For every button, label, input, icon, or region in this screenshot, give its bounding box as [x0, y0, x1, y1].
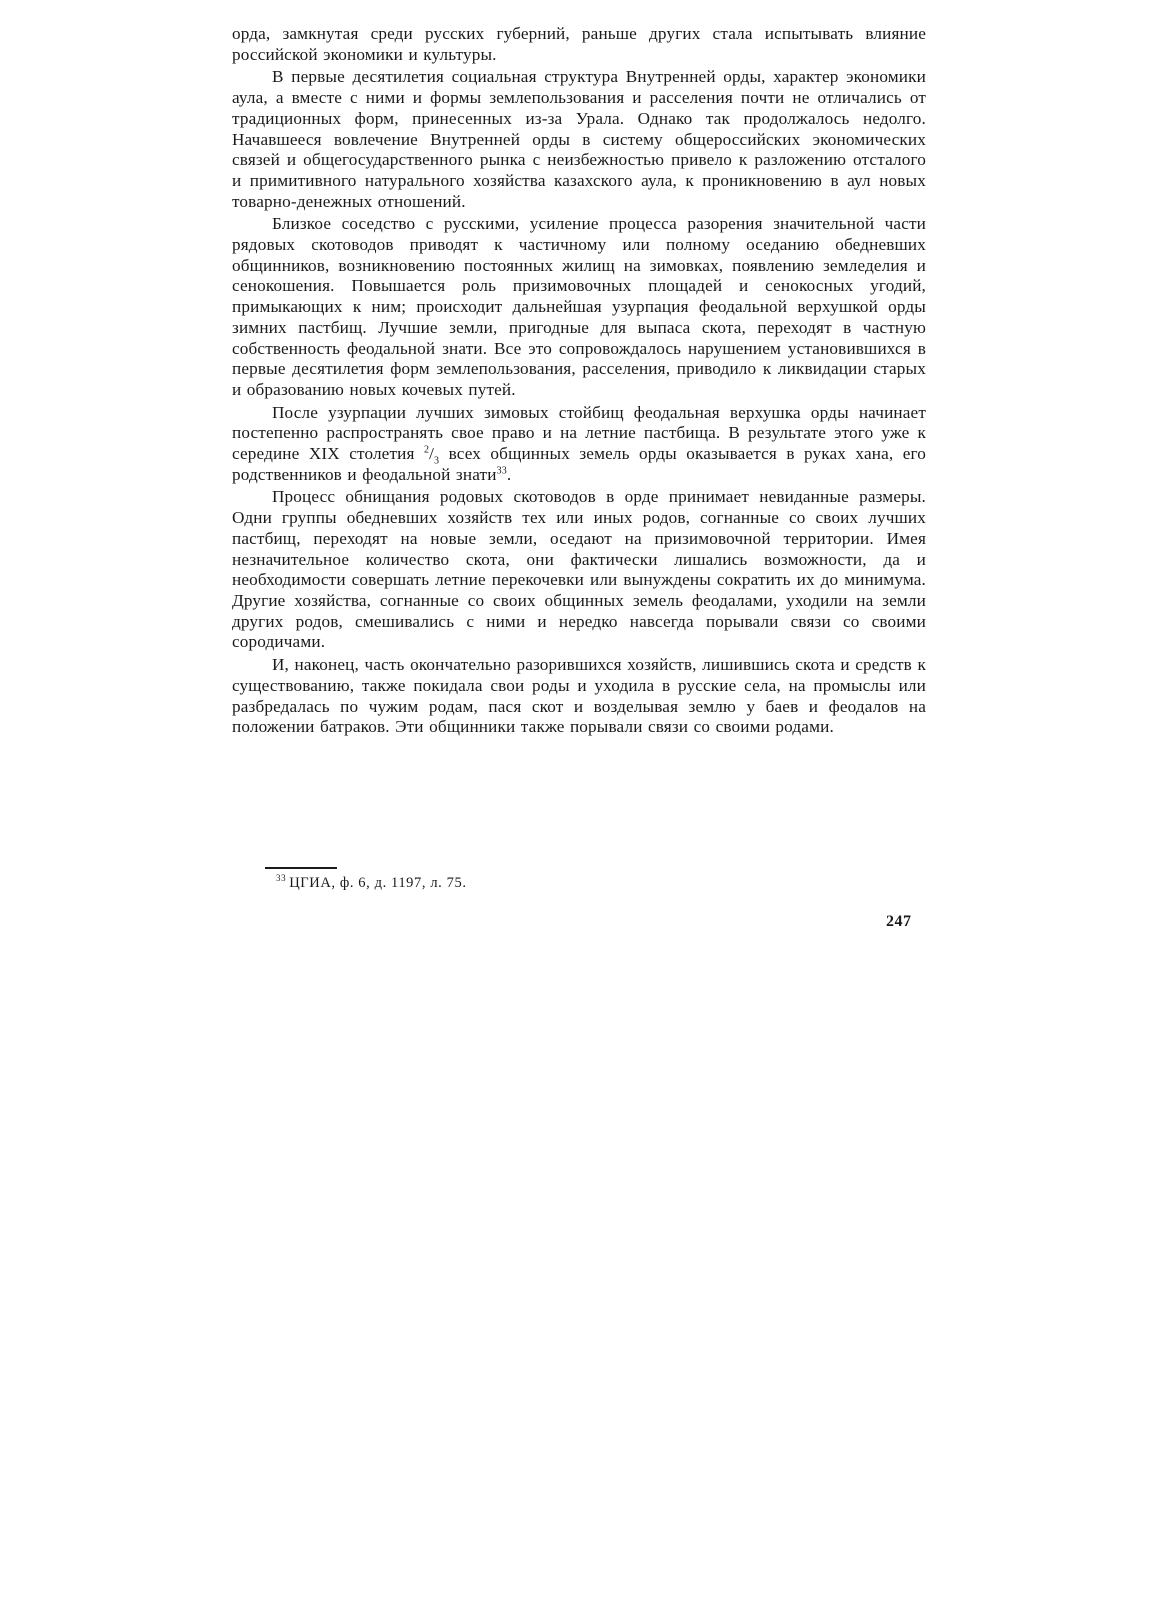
- fraction-numerator: 2: [423, 444, 430, 456]
- fraction-slash: /: [429, 444, 435, 464]
- footnote-reference: 33: [496, 465, 507, 477]
- footnote-number: 33: [276, 873, 287, 884]
- paragraph-4: [232, 403, 926, 486]
- paragraph-4-text-end: .: [506, 464, 512, 484]
- paragraph-4-text-start: После узурпации лучших зимовых стойбищ феодальная верхушка орды начинает постепенно распространять свое право и на летние пастбища. В результате этого уже к середине XIX столетия: [232, 402, 926, 464]
- paragraph-3: Близкое соседство с русскими, усиление процесса разорения значительной части рядовых скотоводов приводят к частичному или полному оседанию обедневших общинников, возникновению постоянных жилищ на зимовках, появлению земледелия и сенокошения. Повышается роль призимовочных площадей и сенокосных угодий, примыкающих к ним; происходит дальнейшая узурпация феодальной верхушкой орды зимних пастбищ. Лучшие земли, пригодные для выпаса скота, переходят в частную собственность феодальной знати. Все это сопровождалось нарушением установившихся в первые десятилетия форм землепользования, расселения, приводило к ликвидации старых и образованию новых кочевых путей.: [232, 214, 926, 399]
- paragraph-6: И, наконец, часть окончательно разорившихся хозяйств, лишившись скота и средств к существованию, также покидала свои роды и уходила в русские села, на промыслы или разбредалась по чужим родам, пася скот и возделывая землю у баев и феодалов на положении батраков. Эти общинники также порывали связи со своими родами.: [232, 655, 926, 737]
- fraction-denominator: 3: [434, 455, 440, 467]
- page-body: [232, 24, 926, 930]
- footnote: [276, 874, 467, 892]
- footnote-text: ЦГИА, ф. 6, д. 1197, л. 75.: [289, 875, 467, 891]
- page-number: 247: [886, 913, 912, 930]
- paragraph-5: Процесс обнищания родовых скотоводов в орде принимает невиданные размеры. Одни группы обедневших хозяйств тех или иных родов, согнанные со своих лучших пастбищ, переходят на новые земли, оседают на призимовочной территории. Имея незначительное количество скота, они фактически лишались возможности, да и необходимости совершать летние перекочевки или вынуждены сократить их до минимума. Другие хозяйства, согнанные со своих общинных земель феодалами, уходили на земли других родов, смешивались с ними и нередко навсегда порывали связи со своими сородичами.: [232, 487, 926, 652]
- footnote-divider: [265, 867, 337, 869]
- paragraph-2: В первые десятилетия социальная структура Внутренней орды, характер экономики аула, а вместе с ними и формы землепользования и расселения почти не отличались от традиционных форм, принесенных из-за Урала. Однако так продолжалось недолго. Начавшееся вовлечение Внутренней орды в систему общероссийских экономических связей и общегосударственного рынка с неизбежностью привело к разложению отсталого и примитивного натурального хозяйства казахского аула, к проникновению в аул новых товарно-денежных отношений.: [232, 67, 926, 211]
- paragraph-1: орда, замкнутая среди русских губерний, раньше других стала испытывать влияние российской экономики и культуры.: [232, 24, 926, 64]
- paragraph-4-text-middle: всех общинных земель орды оказывается в руках хана, его родственников и феодальной знати: [232, 444, 926, 484]
